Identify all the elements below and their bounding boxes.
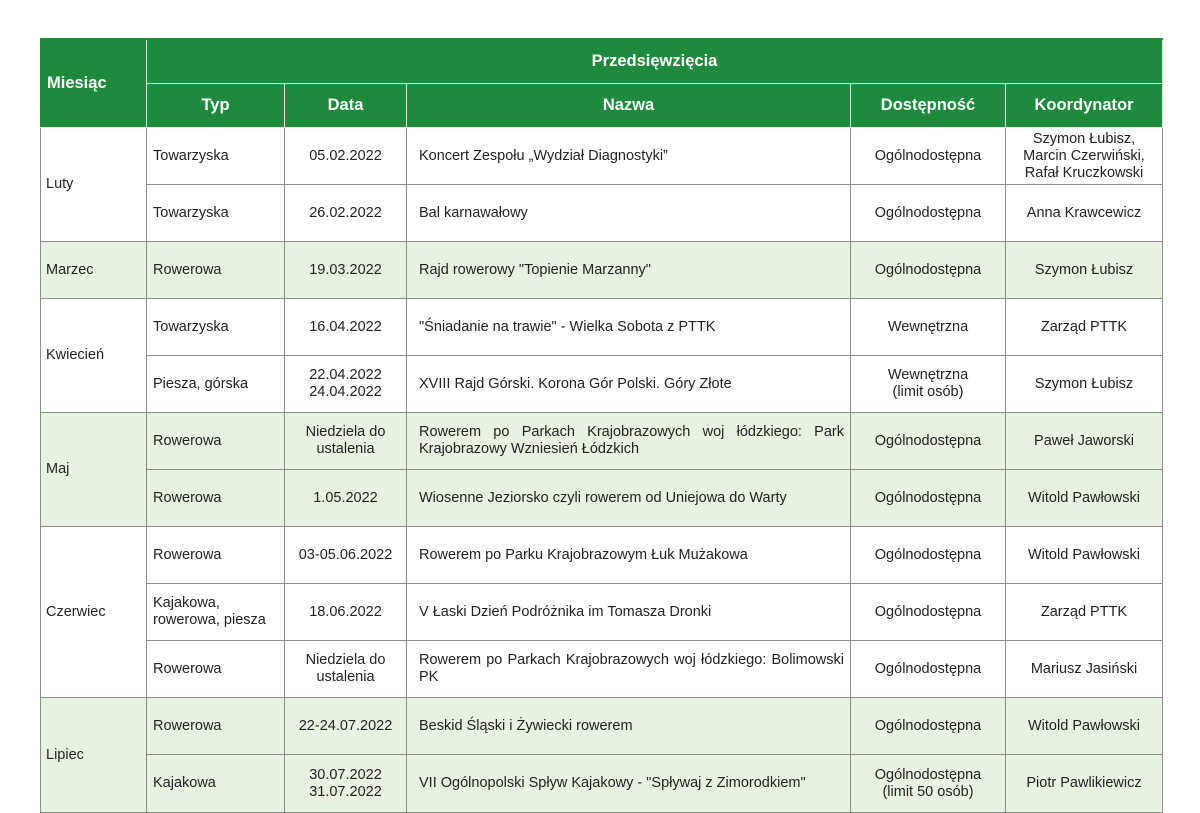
date-cell [285, 413, 407, 470]
month-cell: Lipiec [41, 698, 147, 813]
access-line: Wewnętrzna [887, 367, 969, 383]
type-line: rowerowa, piesza [153, 612, 266, 628]
access-cell: Ogólnodostępna [851, 413, 1006, 470]
header-access: Dostępność [851, 84, 1006, 128]
date-cell: 18.06.2022 [285, 584, 407, 641]
coordinator-cell: Mariusz Jasiński [1006, 641, 1163, 698]
coordinator-line: Marcin Czerwiński, [1023, 147, 1145, 164]
access-cell: Ogólnodostępna [851, 584, 1006, 641]
table-row [41, 185, 1163, 242]
type-cell: Rowerowa [147, 470, 285, 527]
header-name: Nazwa [407, 84, 851, 128]
name-cell: Bal karnawałowy [407, 185, 851, 242]
access-cell: Ogólnodostępna [851, 698, 1006, 755]
month-cell: Marzec [41, 242, 147, 299]
coordinator-line: Rafał Kruczkowski [1024, 164, 1144, 181]
table-body [41, 128, 1163, 813]
type-cell: Rowerowa [147, 641, 285, 698]
month-cell: Kwiecień [41, 299, 147, 413]
coordinator-cell: Witold Pawłowski [1006, 698, 1163, 755]
name-cell: Koncert Zespołu „Wydział Diagnostyki” [407, 128, 851, 185]
type-cell: Rowerowa [147, 413, 285, 470]
header-date: Data [285, 84, 407, 128]
table-row [41, 128, 1163, 185]
table-row [41, 527, 1163, 584]
type-cell: Towarzyska [147, 185, 285, 242]
type-cell [147, 584, 285, 641]
coordinator-cell: Piotr Pawlikiewicz [1006, 755, 1163, 813]
header-type: Typ [147, 84, 285, 128]
coordinator-cell: Witold Pawłowski [1006, 470, 1163, 527]
type-line: Kajakowa, [153, 595, 220, 611]
type-cell: Rowerowa [147, 242, 285, 299]
date-cell: 16.04.2022 [285, 299, 407, 356]
date-cell: 22-24.07.2022 [285, 698, 407, 755]
coordinator-cell: Paweł Jaworski [1006, 413, 1163, 470]
type-cell: Kajakowa [147, 755, 285, 813]
type-cell: Piesza, górska [147, 356, 285, 413]
access-cell: Ogólnodostępna [851, 527, 1006, 584]
table-row [41, 299, 1163, 356]
type-cell: Towarzyska [147, 299, 285, 356]
name-cell: V Łaski Dzień Podróżnika im Tomasza Dronki [407, 584, 851, 641]
date-line: ustalenia [316, 441, 375, 457]
date-cell: 1.05.2022 [285, 470, 407, 527]
name-cell: Beskid Śląski i Żywiecki rowerem [407, 698, 851, 755]
table-row [41, 470, 1163, 527]
name-cell: VII Ogólnopolski Spływ Kajakowy - "Spływaj z Zimorodkiem" [407, 755, 851, 813]
month-cell: Czerwiec [41, 527, 147, 698]
date-line: 31.07.2022 [309, 783, 382, 800]
coordinator-cell: Szymon Łubisz [1006, 356, 1163, 413]
date-line: Niedziela do [305, 652, 386, 668]
access-cell: Ogólnodostępna [851, 641, 1006, 698]
date-cell [285, 356, 407, 413]
coordinator-cell: Zarząd PTTK [1006, 299, 1163, 356]
date-line: ustalenia [316, 669, 375, 685]
date-cell: 03-05.06.2022 [285, 527, 407, 584]
access-cell: Ogólnodostępna [851, 185, 1006, 242]
name-cell: Rowerem po Parku Krajobrazowym Łuk Mużakowa [407, 527, 851, 584]
access-cell: Ogólnodostępna [851, 242, 1006, 299]
access-line: (limit osób) [892, 384, 964, 400]
coordinator-cell: Anna Krawcewicz [1006, 185, 1163, 242]
coordinator-cell: Zarząd PTTK [1006, 584, 1163, 641]
name-cell: Rowerem po Parkach Krajobrazowych woj łódzkiego: Park Krajobrazowy Wzniesień Łódzkich [407, 413, 851, 470]
coordinator-cell [1006, 128, 1163, 185]
type-cell: Rowerowa [147, 698, 285, 755]
events-table [40, 38, 1163, 813]
header-group: Przedsięwzięcia [147, 39, 1163, 84]
name-cell: Wiosenne Jeziorsko czyli rowerem od Uniejowa do Warty [407, 470, 851, 527]
name-cell: "Śniadanie na trawie" - Wielka Sobota z PTTK [407, 299, 851, 356]
table-row [41, 641, 1163, 698]
table-row [41, 242, 1163, 299]
access-cell: Ogólnodostępna [851, 470, 1006, 527]
table-header [41, 39, 1163, 128]
access-cell: Wewnętrzna [851, 299, 1006, 356]
date-cell: 19.03.2022 [285, 242, 407, 299]
date-line: 22.04.2022 [309, 367, 382, 383]
access-cell [851, 356, 1006, 413]
date-cell: 26.02.2022 [285, 185, 407, 242]
type-cell: Rowerowa [147, 527, 285, 584]
date-cell [285, 641, 407, 698]
date-line: 24.04.2022 [309, 384, 382, 400]
type-cell: Towarzyska [147, 128, 285, 185]
header-coordinator: Koordynator [1006, 84, 1163, 128]
header-month: Miesiąc [41, 39, 147, 128]
coordinator-line: Szymon Łubisz, [1032, 130, 1136, 147]
date-line: Niedziela do [305, 424, 386, 440]
events-table-container [40, 38, 1162, 813]
date-line: 30.07.2022 [309, 766, 382, 783]
coordinator-cell: Witold Pawłowski [1006, 527, 1163, 584]
table-row [41, 356, 1163, 413]
coordinator-cell: Szymon Łubisz [1006, 242, 1163, 299]
table-row [41, 755, 1163, 813]
name-cell: Rowerem po Parkach Krajobrazowych woj łódzkiego: Bolimowski PK [407, 641, 851, 698]
access-cell [851, 755, 1006, 813]
date-cell: 05.02.2022 [285, 128, 407, 185]
month-cell: Maj [41, 413, 147, 527]
name-cell: XVIII Rajd Górski. Korona Gór Polski. Góry Złote [407, 356, 851, 413]
name-cell: Rajd rowerowy "Topienie Marzanny" [407, 242, 851, 299]
date-cell [285, 755, 407, 813]
month-cell: Luty [41, 128, 147, 242]
access-line: Ogólnodostępna [874, 766, 982, 783]
table-row [41, 584, 1163, 641]
table-row [41, 698, 1163, 755]
access-cell: Ogólnodostępna [851, 128, 1006, 185]
access-line: (limit 50 osób) [882, 783, 974, 800]
table-row [41, 413, 1163, 470]
